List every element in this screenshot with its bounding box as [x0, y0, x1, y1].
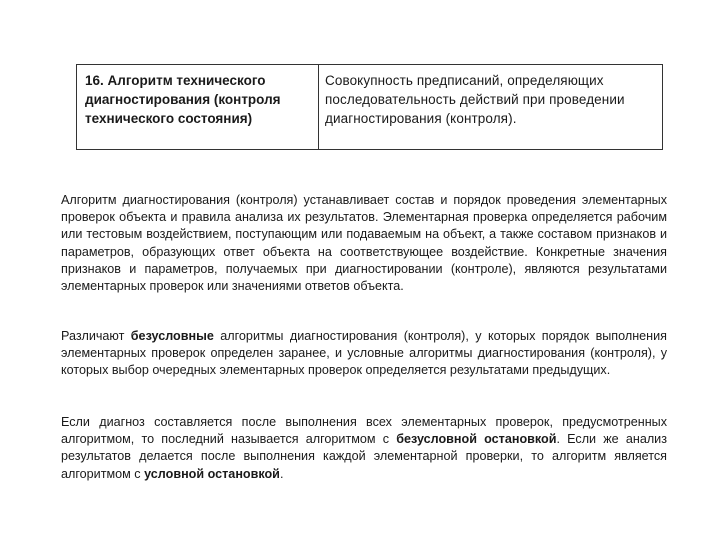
- paragraph-unconditional-algorithms: [61, 328, 667, 380]
- p3-text-part2: . Если же анализ результатов делается после выполнения каждой элементарной проверки, то алгоритм является алгоритмом с: [61, 432, 667, 481]
- p3-text-part3: .: [279, 466, 284, 481]
- p3-text-part1: Если диагноз составляется после выполнения всех элементарных проверок, предусмотренных алгоритмом, то последний называется алгоритмом с: [61, 415, 667, 447]
- p2-text-before: Различают: [61, 329, 131, 343]
- paragraph-algorithm-description: Алгоритм диагностирования (контроля) устанавливает состав и порядок проведения элементарных проверок объекта и правила анализа их результатов. Элементарная проверка определяется рабочим или тестовым воздействием, поступающим или подаваемым на объект, а также составом признаков и параметров, образующих ответ объекта на соответствующее воздействие. Конкретные значения признаков и параметров, получаемых при диагностировании (контроле), являются результатами элементарных проверок или значениями ответов объекта.: [61, 193, 667, 294]
- term-conditional-stop: условной остановкой: [144, 466, 280, 481]
- term-unconditional-stop: безусловной остановкой: [396, 432, 557, 447]
- term-cell: 16. Алгоритм технического диагностирования (контроля технического состояния): [77, 65, 319, 149]
- definition-table: [76, 64, 663, 150]
- term-unconditional: безусловные: [130, 329, 214, 343]
- definition-cell: Совокупность предписаний, определяющих последовательность действий при проведении диагностирования (контроля).: [325, 73, 625, 126]
- p2-text-after: алгоритмы диагностирования (контроля), у которых порядок выполнения элементарных проверок определен заранее, и условные алгоритмы диагностирования (контроля), у которых выбор очередных элементарных проверок определяется результатами предыдущих.: [61, 329, 667, 378]
- paragraph-stop-types: [61, 414, 667, 483]
